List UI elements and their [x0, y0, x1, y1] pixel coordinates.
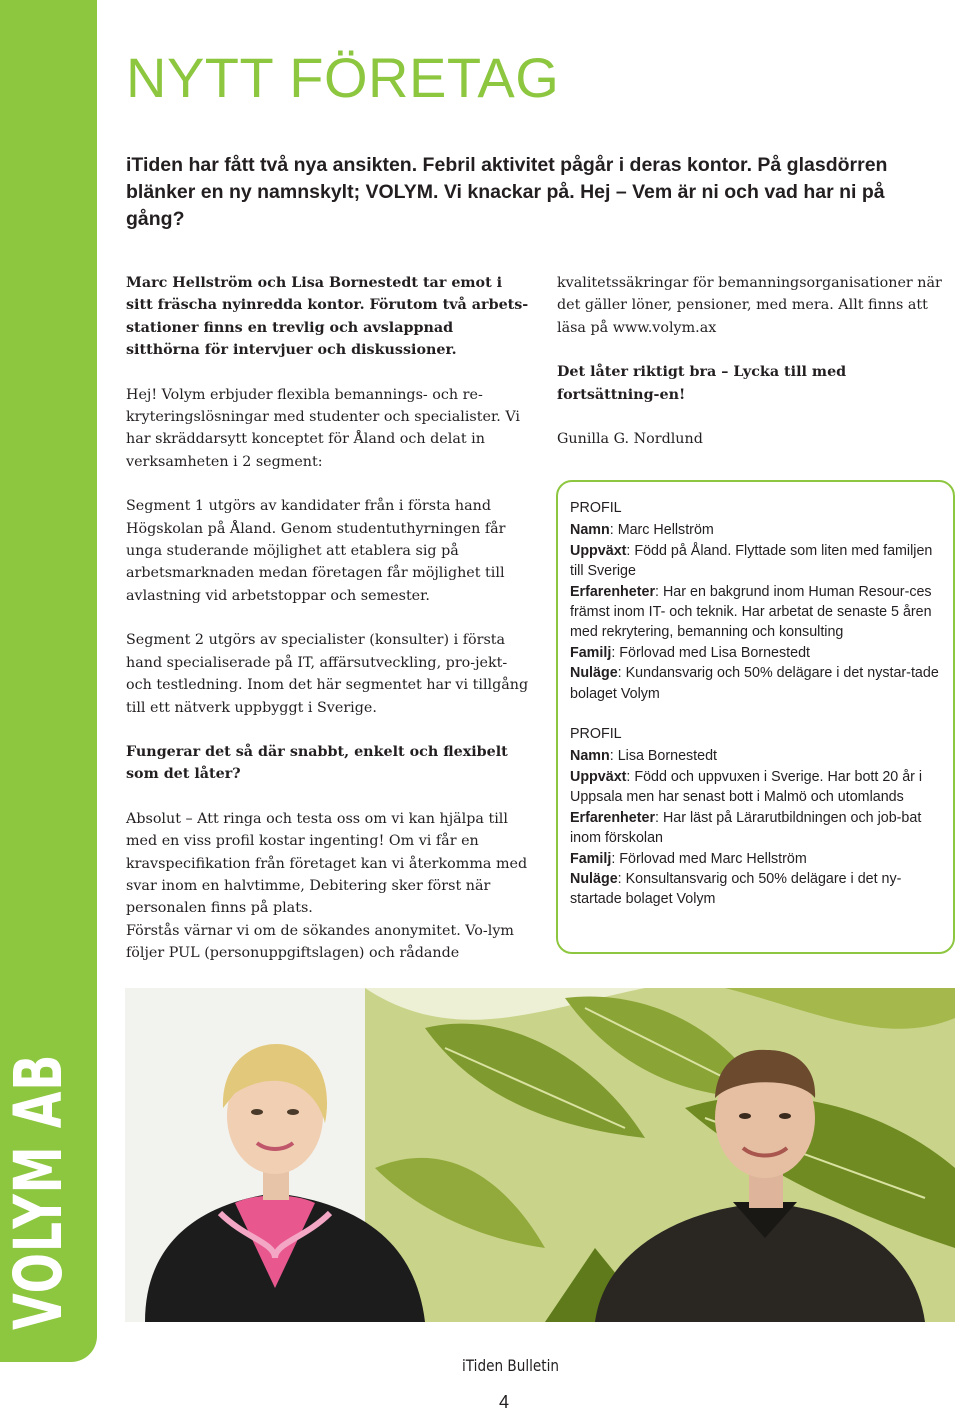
question-heading: Fungerar det så där snabbt, enkelt och flexibelt som det låter?	[126, 743, 508, 783]
paragraph-offer: Hej! Volym erbjuder flexibla bemannings- och re-kryteringslösningar med studenter och specialister. Vi har skräddarsytt konceptet för Åland och delat in verksamheten i 2 segment:	[126, 386, 520, 470]
profile-marc	[570, 498, 941, 704]
profile-row-family: Familj: Förlovad med Marc Hellström	[570, 850, 807, 867]
founders-photo	[125, 988, 955, 1322]
intro-lead: iTiden har fått två nya ansikten. Febril aktivitet pågår i deras kontor. På glasdörren blänker en ny namnskylt; VOLYM. Vi knackar på. Hej – Vem är ni och vad har ni på gång?	[126, 154, 888, 230]
closing-remark: Det låter riktigt bra – Lycka till med fortsättning-en!	[557, 364, 847, 403]
profile-row-experience: Erfarenheter: Har en bakgrund inom Human Resour-ces främst inom IT- och teknik. Har arbetat de senaste 5 åren med rekrytering, bemanning och konsulting	[570, 583, 932, 641]
profile-lisa	[570, 724, 941, 910]
paragraph-quality: kvalitetssäkringar för bemanningsorganisationer när det gäller löner, pensioner, med mera. Allt finns att läsa på www.volym.ax	[557, 275, 942, 336]
paragraph-answer: Absolut – Att ringa och testa oss om vi kan hjälpa till med en viss profil kostar ingenting! Om vi får en kravspecifikation från företaget kan vi återkomma med svar inom en halvtimme, Debitering sker först när personalen finns på plats.	[126, 810, 528, 917]
page-title: NYTT FÖRETAG	[126, 46, 560, 109]
profile-box	[556, 480, 955, 954]
article-right-column	[557, 272, 952, 472]
profile-heading: PROFIL	[570, 726, 622, 743]
paragraph-segment-2: Segment 2 utgörs av specialister (konsulter) i första hand specialiserade på IT, affärsutveckling, pro-jekt- och testledning. Inom det här segmentet har vi tillgång till ett nätverk uppbyggt i Sverige.	[126, 632, 529, 716]
profile-row-family: Familj: Förlovad med Lisa Bornestedt	[570, 644, 811, 661]
profile-heading: PROFIL	[570, 500, 622, 516]
profile-row-upbringing: Uppväxt: Född och uppvuxen i Sverige. Har bott 20 år i Uppsala men har senast bott i Malmö och utomlands	[570, 768, 923, 806]
profile-row-status: Nuläge: Konsultansvarig och 50% delägare i det ny-startade bolaget Volym	[570, 870, 902, 908]
profile-row-name: Namn: Marc Hellström	[570, 522, 714, 539]
paragraph-anonymity: Förstås värnar vi om de sökandes anonymitet. Vo-lym följer PUL (personuppgiftslagen) och rådande	[126, 922, 514, 962]
company-name-vertical: VOLYM AB	[0, 1053, 77, 1330]
author-signature: Gunilla G. Nordlund	[557, 431, 703, 448]
profile-row-name: Namn: Lisa Bornestedt	[570, 748, 718, 765]
page-number: 4	[499, 1392, 510, 1412]
profile-row-upbringing: Uppväxt: Född på Åland. Flyttade som liten med familjen till Sverige	[570, 542, 933, 580]
founders-photo-illustration	[125, 988, 955, 1322]
publication-name: iTiden Bulletin	[462, 1356, 559, 1375]
paragraph-welcome: Marc Hellström och Lisa Bornestedt tar emot i sitt fräscha nyinredda kontor. Förutom två arbets-stationer finns en trevlig och avslappnad sitthörna för intervjuer och diskussioner.	[126, 275, 529, 359]
article-left-column	[126, 272, 531, 965]
paragraph-segment-1: Segment 1 utgörs av kandidater från i första hand Högskolan på Åland. Genom studentuthyrningen får unga studerande möjlighet att etablera sig på arbetsmarknaden medan företagen får möjlighet till avlastning vid arbetstoppar och semester.	[126, 498, 506, 604]
profile-row-status: Nuläge: Kundansvarig och 50% delägare i det nystar-tade bolaget Volym	[570, 665, 939, 702]
profile-row-experience: Erfarenheter: Har läst på Lärarutbildningen och job-bat inom förskolan	[570, 809, 922, 847]
